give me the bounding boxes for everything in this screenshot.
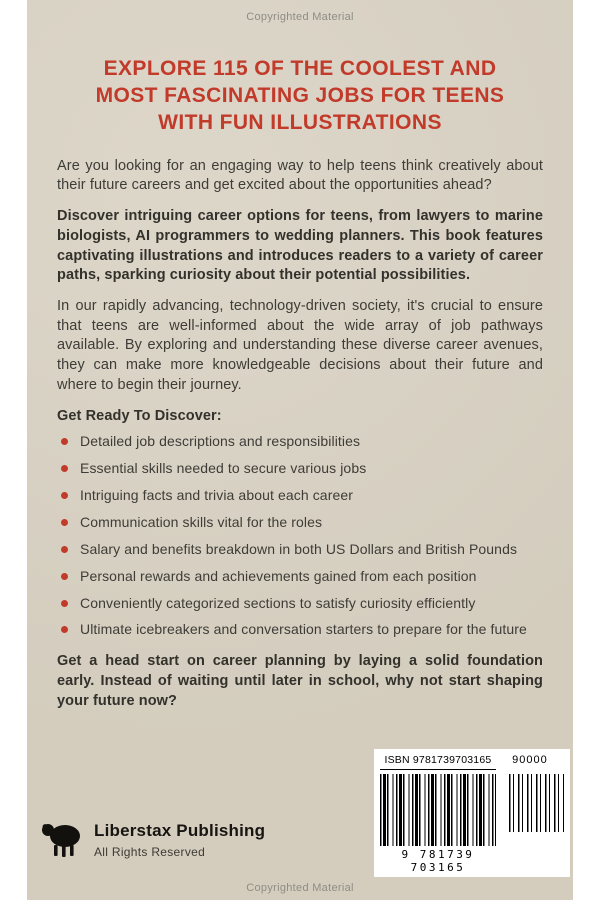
discover-heading: Get Ready To Discover: xyxy=(57,407,222,424)
bullet-item: Conveniently categorized sections to satisfy curiosity efficiently xyxy=(59,594,543,613)
intro-paragraph: Are you looking for an engaging way to help teens think creatively about their future careers and get excited about the opportunities ahead? xyxy=(57,157,543,194)
bullet-item: Detailed job descriptions and responsibilities xyxy=(59,432,543,451)
bullet-item: Essential skills needed to secure various jobs xyxy=(59,459,543,478)
bullet-item: Salary and benefits breakdown in both US Dollars and British Pounds xyxy=(59,540,543,559)
body-paragraph: In our rapidly advancing, technology-driven society, it's crucial to ensure that teens are well-informed about the wide array of job pathways available. By exploring and understanding these diverse career avenues, they can make more knowledgeable decisions about their future and where to begin their journey. xyxy=(57,297,543,393)
barcode-main-bars xyxy=(380,774,496,846)
publisher-text xyxy=(94,821,265,859)
copyright-watermark-bottom: Copyrighted Material xyxy=(246,882,354,894)
publisher-name: Liberstax Publishing xyxy=(94,821,266,840)
barcode-box xyxy=(374,749,570,877)
bullet-item: Ultimate icebreakers and conversation starters to prepare for the future xyxy=(59,620,543,639)
publisher-block xyxy=(39,821,265,864)
isbn-label: ISBN 9781739703165 xyxy=(380,754,496,770)
copyright-watermark-top: Copyrighted Material xyxy=(246,11,354,23)
barcode-bars-row xyxy=(380,774,564,846)
feature-bullet-list xyxy=(57,432,543,639)
bold-paragraph: Discover intriguing career options for teens, from lawyers to marine biologists, AI programmers to wedding planners. This book features captivating illustrations and introduces readers to a variety of career paths, sparking curiosity about their potential possibilities. xyxy=(57,208,543,284)
publisher-rights: All Rights Reserved xyxy=(94,845,206,859)
headline xyxy=(63,56,537,137)
bullet-item: Communication skills vital for the roles xyxy=(59,513,543,532)
headline-line-1: EXPLORE 115 OF THE COOLEST AND xyxy=(103,57,497,80)
headline-line-2: MOST FASCINATING JOBS FOR TEENS xyxy=(95,83,505,107)
headline-line-3: WITH FUN ILLUSTRATIONS xyxy=(158,110,442,134)
barcode-addon-code: 90000 xyxy=(512,754,548,766)
barcode-number: 9 781739 703165 xyxy=(401,848,475,874)
book-back-cover xyxy=(27,0,573,900)
bullet-item: Personal rewards and achievements gained from each position xyxy=(59,567,543,586)
closing-paragraph: Get a head start on career planning by laying a solid foundation early. Instead of waiting until later in school, why not start shaping your future now? xyxy=(57,653,543,709)
barcode-header xyxy=(380,754,564,770)
cover-text-content xyxy=(27,0,573,712)
barcode-addon-bars xyxy=(509,774,564,832)
bullet-item: Intriguing facts and trivia about each career xyxy=(59,486,543,505)
sheep-logo-icon xyxy=(39,821,85,864)
